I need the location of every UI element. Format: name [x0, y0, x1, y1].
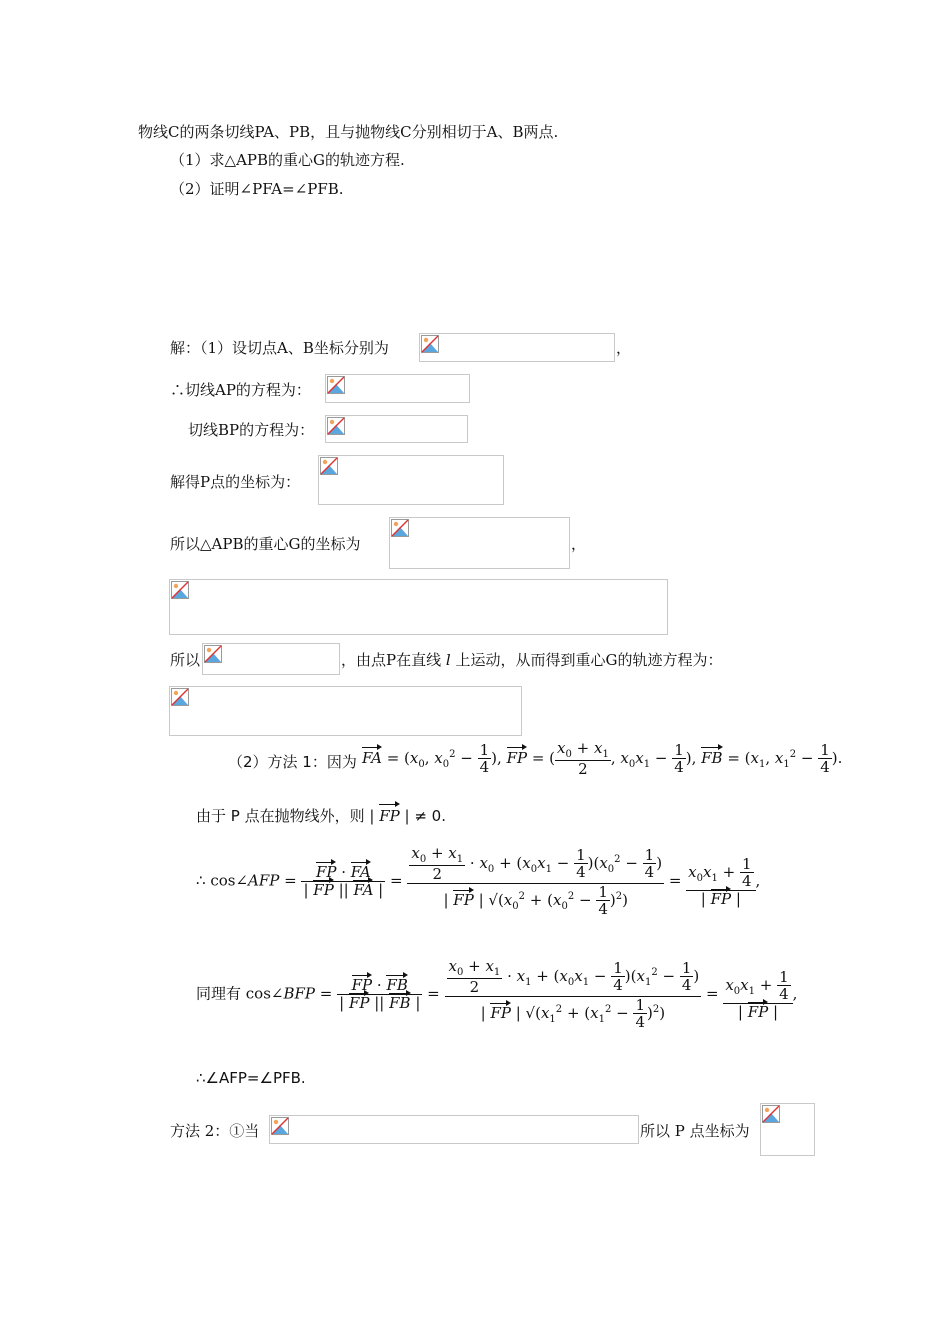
broken-image-icon	[171, 688, 189, 706]
missing-image-substitution	[202, 643, 340, 675]
broken-image-icon	[391, 519, 409, 537]
method1-cos-bfp: 同理有 cos∠BFP = $\frac{FP \cdot FB}{| FP || FB |}$ = $\frac{x_0 + x_1}{2}$ · $x_1 + (x_0x_1$ − $\frac{1}{4}$ )($x_1^2$ − $\frac{1}{4}$ ) | FP | $√(x_1^2 + (x_1^2$ − $\frac{1}{4}$ )$^2$) = $x_0x_1$ + $\frac{1}{4}$ | FP | ,	[196, 957, 798, 1031]
broken-image-icon	[204, 645, 222, 663]
solution-line-7b: ，由点P在直线 l 上运动，从而得到重心G的轨迹方程为：	[341, 651, 723, 669]
broken-image-icon	[421, 335, 439, 353]
solution-line-5: 所以△APB的重心G的坐标为	[170, 535, 361, 553]
missing-image-centroid-relation	[169, 579, 668, 635]
missing-image-method2-p	[760, 1103, 815, 1156]
broken-image-icon	[327, 376, 345, 394]
solution-line-3: 切线BP的方程为：	[188, 421, 315, 439]
missing-image-tangent-bp	[325, 415, 468, 443]
broken-image-icon	[171, 581, 189, 599]
method1-conclusion: ∴∠AFP=∠PFB.	[196, 1069, 306, 1087]
comma: ，	[616, 339, 632, 357]
broken-image-icon	[762, 1105, 780, 1123]
method1-intro: （2）方法 1：因为	[228, 753, 357, 771]
missing-image-p-coordinates	[318, 455, 504, 505]
comma: ，	[571, 535, 587, 553]
method2-tail: 所以 P 点坐标为	[640, 1122, 750, 1140]
method2-intro: 方法 2：①当	[170, 1122, 260, 1140]
solution-line-2: ∴切线AP的方程为：	[170, 381, 311, 399]
broken-image-icon	[327, 417, 345, 435]
missing-image-locus-equation	[169, 686, 522, 736]
broken-image-icon	[320, 457, 338, 475]
solution-line-4: 解得P点的坐标为：	[170, 473, 301, 491]
solution-line-1: 解：（1）设切点A、B坐标分别为	[170, 339, 389, 357]
missing-image-tangent-ap	[325, 374, 470, 403]
broken-image-icon	[271, 1117, 289, 1135]
question-2: （2）证明∠PFA=∠PFB.	[170, 180, 344, 198]
method1-outside: 由于 P 点在抛物线外，则 | FP | ≠ 0.	[196, 807, 446, 825]
missing-image-method2-condition	[269, 1115, 639, 1144]
method1-vectors-formula: FA = ($x_0$, $x_0^2$ − $\frac{1}{4}$ ), FP = ( $\frac{x_0 + x_1}{2}$ , $x_0x_1$ − $\frac{1}{4}$ ), FB = ($x_1$, $x_1^2$ − $\frac{1}{4}$ ).	[362, 739, 843, 778]
problem-line-1: 物线C的两条切线PA、PB，且与抛物线C分别相切于A、B两点.	[138, 123, 559, 141]
question-1: （1）求△APB的重心G的轨迹方程.	[170, 151, 405, 169]
solution-line-7a: 所以	[170, 651, 201, 669]
method1-cos-afp: ∴ cos∠AFP = $\frac{FP \cdot FA}{| FP || FA |}$ = $\frac{x_0 + x_1}{2}$ · $x_0 + (x_0x_1$ − $\frac{1}{4}$ )($x_0^2$ − $\frac{1}{4}$ ) | FP | $√(x_0^2 + (x_0^2$ − $\frac{1}{4}$ )$^2$) = $x_0x_1$ + $\frac{1}{4}$ | FP | ,	[196, 844, 761, 918]
missing-image-centroid	[389, 517, 570, 569]
missing-image-tangent-points	[419, 333, 615, 362]
